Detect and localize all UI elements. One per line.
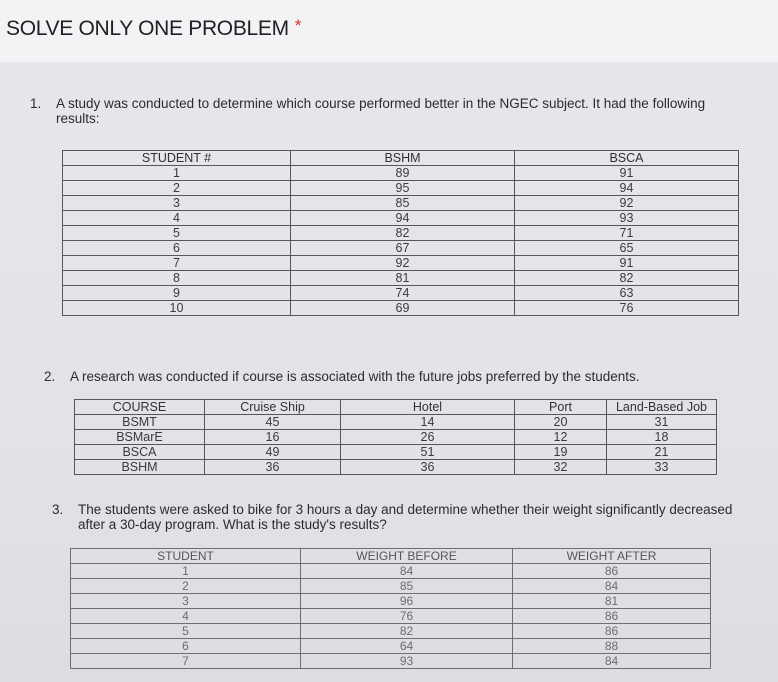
table-cell: 88 [513,639,711,654]
table-cell: 32 [515,460,607,475]
table-cell: 84 [513,579,711,594]
table-cell: 89 [291,166,515,181]
table-header-row [63,151,739,166]
table-cell: BSHM [75,460,205,475]
column-header: WEIGHT AFTER [513,549,711,564]
table-cell: 21 [607,445,717,460]
table-row [75,460,717,475]
table-cell: 26 [341,430,515,445]
table-cell: 1 [63,166,291,181]
table-row [71,639,711,654]
table-cell: 8 [63,271,291,286]
table-cell: 4 [71,609,301,624]
table-cell: 85 [291,196,515,211]
table-cell: 3 [63,196,291,211]
table-header-row [71,549,711,564]
table-cell: 93 [515,211,739,226]
table-cell: 93 [301,654,513,669]
table-cell: 94 [291,211,515,226]
table-row [63,211,739,226]
table-cell: 33 [607,460,717,475]
table-cell: 76 [515,301,739,316]
problem-1 [30,96,748,126]
table-cell: 74 [291,286,515,301]
table-row [63,196,739,211]
column-header: Land-Based Job [607,400,717,415]
column-header: BSCA [515,151,739,166]
table-cell: 69 [291,301,515,316]
column-header: Port [515,400,607,415]
problem-1-table [62,150,739,316]
problem-2-text: A research was conducted if course is associated with the future jobs preferred by the students. [70,369,640,384]
problem-1-text: A study was conducted to determine which course performed better in the NGEC subject. It had the following results: [56,96,706,126]
table-cell: 85 [301,579,513,594]
table-cell: 64 [301,639,513,654]
table-cell: BSMarE [75,430,205,445]
table-cell: 16 [205,430,341,445]
table-row [63,301,739,316]
form-header [0,0,778,62]
table-row [75,445,717,460]
column-header: Cruise Ship [205,400,341,415]
table-cell: 7 [71,654,301,669]
table-cell: 4 [63,211,291,226]
table-header-row [75,400,717,415]
table-cell: 3 [71,594,301,609]
table-cell: 12 [515,430,607,445]
table-row [63,286,739,301]
problem-sheet-photo [0,62,778,682]
table-cell: 45 [205,415,341,430]
table-row [71,654,711,669]
table-cell: 76 [301,609,513,624]
table-cell: 67 [291,241,515,256]
table-row [71,579,711,594]
problem-3-table [70,548,711,669]
problem-2-table [74,399,717,475]
table-cell: 91 [515,166,739,181]
table-cell: 49 [205,445,341,460]
table-cell: 84 [301,564,513,579]
table-row [63,271,739,286]
column-header: STUDENT [71,549,301,564]
table-cell: 19 [515,445,607,460]
problem-2 [44,369,744,384]
table-cell: 92 [291,256,515,271]
table-cell: 2 [63,181,291,196]
column-header: BSHM [291,151,515,166]
table-row [75,430,717,445]
table-row [71,609,711,624]
table-cell: 84 [513,654,711,669]
table-cell: 65 [515,241,739,256]
table-cell: 10 [63,301,291,316]
table-cell: 9 [63,286,291,301]
table-cell: 31 [607,415,717,430]
table-cell: 20 [515,415,607,430]
column-header: STUDENT # [63,151,291,166]
table-cell: 82 [301,624,513,639]
table-cell: 82 [515,271,739,286]
table-cell: 18 [607,430,717,445]
table-row [71,594,711,609]
table-cell: 5 [71,624,301,639]
table-cell: BSCA [75,445,205,460]
table-row [71,624,711,639]
table-cell: BSMT [75,415,205,430]
problem-1-number: 1. [30,96,42,111]
table-cell: 94 [515,181,739,196]
table-cell: 82 [291,226,515,241]
table-cell: 2 [71,579,301,594]
table-row [71,564,711,579]
table-row [63,241,739,256]
table-row [63,181,739,196]
table-cell: 86 [513,609,711,624]
table-cell: 95 [291,181,515,196]
table-cell: 51 [341,445,515,460]
table-row [75,415,717,430]
table-row [63,166,739,181]
table-cell: 81 [291,271,515,286]
table-cell: 96 [301,594,513,609]
table-cell: 86 [513,624,711,639]
table-row [63,226,739,241]
table-cell: 81 [513,594,711,609]
column-header: COURSE [75,400,205,415]
table-cell: 1 [71,564,301,579]
question-title [6,16,301,41]
table-cell: 92 [515,196,739,211]
table-cell: 63 [515,286,739,301]
table-cell: 36 [341,460,515,475]
problem-3 [52,502,742,532]
table-cell: 6 [71,639,301,654]
problem-3-number: 3. [52,502,64,517]
table-cell: 14 [341,415,515,430]
table-cell: 7 [63,256,291,271]
table-cell: 71 [515,226,739,241]
column-header: Hotel [341,400,515,415]
required-asterisk: * [294,16,302,35]
table-cell: 6 [63,241,291,256]
question-title-text: SOLVE ONLY ONE PROBLEM [6,17,289,40]
table-cell: 36 [205,460,341,475]
table-cell: 86 [513,564,711,579]
table-cell: 91 [515,256,739,271]
column-header: WEIGHT BEFORE [301,549,513,564]
table-cell: 5 [63,226,291,241]
problem-3-text: The students were asked to bike for 3 hours a day and determine whether their weight significantly decreased after a 30-day program. What is the study's results? [78,502,733,532]
table-row [63,256,739,271]
problem-2-number: 2. [44,369,56,384]
